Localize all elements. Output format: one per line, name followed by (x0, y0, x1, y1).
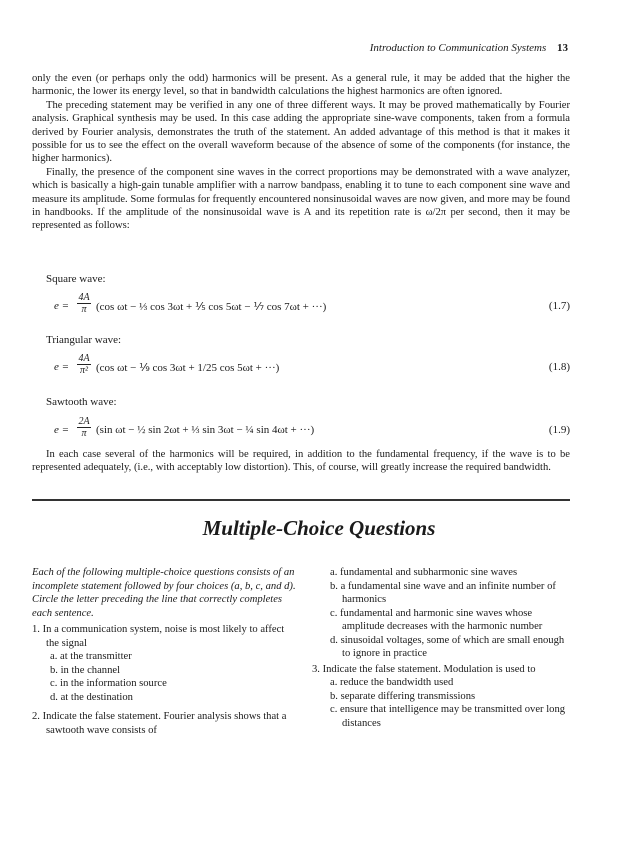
mcq-left-column (32, 566, 298, 737)
question-2-option-d[interactable]: d. sinusoidal voltages, some of which are small enough to ignore in practice (330, 634, 565, 659)
question-3-option-c[interactable]: c. ensure that intelligence may be transmitted over long distances (330, 704, 566, 729)
mcq-instructions: Each of the following multiple-choice questions consists of an incomplete statement followed by four choices (a, b, c, and d). Circle the letter preceding the line that correctly completes each sentence. (32, 567, 296, 619)
equation-terms: (cos ωt − ⅓ cos 3ωt + ⅕ cos 5ωt − ⅐ cos 7ωt + ···) (96, 301, 327, 313)
question-3: 3. Indicate the false statement. Modulation is used to (312, 663, 536, 675)
question-3-option-a[interactable]: a. reduce the bandwidth used (330, 677, 454, 688)
question-1-option-c[interactable]: c. in the information source (50, 678, 167, 689)
paragraph-preceding: The preceding statement may be verified in any one of three different ways. It may be proved mathematically by Fourier analysis. Graphical synthesis may be used. In this case adding the appropriate sine-wave components, taken from a formula derived by Fourier analysis, demonstrates the truth of the statement. An added advantage of this method is that it makes it possible for us to see the effect on the overall waveform because of the absence of some of the components (for instance, the higher harmonics). (32, 99, 570, 165)
equation-number: (1.8) (548, 361, 570, 373)
question-2: 2. Indicate the false statement. Fourier analysis shows that a sawtooth wave consists of (32, 711, 287, 736)
fraction-numerator: 2A (78, 416, 90, 427)
page-number: 13 (557, 42, 568, 54)
section-title: Multiple-Choice Questions (202, 516, 436, 540)
section-divider (32, 499, 570, 501)
sawtooth-wave-label: Sawtooth wave: (46, 396, 117, 408)
question-1-option-a[interactable]: a. at the transmitter (50, 651, 132, 662)
equation-fraction (76, 292, 92, 315)
equation-fraction (76, 353, 92, 376)
fraction-denominator: π² (79, 365, 88, 376)
triangular-wave-label: Triangular wave: (46, 334, 122, 346)
header-title: Introduction to Communication Systems (369, 42, 547, 54)
equation-terms: (cos ωt − ⅑ cos 3ωt + 1/25 cos 5ωt + ···) (96, 362, 280, 374)
question-2-option-b[interactable]: b. a fundamental sine wave and an infinite number of harmonics (330, 580, 556, 605)
paragraph-continued: only the even (or perhaps only the odd) harmonics will be present. As a general rule, it may be added that the higher the harmonic, the lower its energy level, so that in bandwidth calculations the highest harmonics are often ignored. (32, 73, 570, 98)
fraction-denominator: π (81, 304, 87, 315)
equation-triangular-wave (54, 353, 570, 379)
equation-square-wave (54, 292, 570, 318)
conclusion-text (32, 448, 570, 475)
equation-terms: (sin ωt − ½ sin 2ωt + ⅓ sin 3ωt − ¼ sin 4ωt + ···) (96, 424, 315, 436)
fraction-numerator: 4A (78, 292, 90, 303)
question-3-option-b[interactable]: b. separate differing transmissions (330, 690, 476, 702)
question-2-option-c[interactable]: c. fundamental and harmonic sine waves whose amplitude decreases with the harmonic number (330, 607, 543, 632)
equation-fraction (76, 416, 92, 439)
equation-number: (1.7) (548, 300, 570, 312)
fraction-numerator: 4A (78, 353, 90, 364)
paragraph-conclusion: In each case several of the harmonics will be required, in addition to the fundamental frequency, if the wave is to be represented adequately, (i.e., with acceptably low distortion). This, of course, will greatly increase the required bandwidth. (32, 449, 570, 474)
question-1-option-b[interactable]: b. in the channel (50, 664, 121, 676)
equation-sawtooth-wave (54, 416, 570, 442)
equation-lhs: e = (54, 424, 70, 436)
square-wave-label: Square wave: (46, 273, 106, 285)
question-1: 1. In a communication system, noise is most likely to affect the signal (32, 624, 285, 649)
question-1-option-d[interactable]: d. at the destination (50, 691, 133, 703)
fraction-denominator: π (81, 428, 87, 439)
running-header (370, 42, 568, 54)
question-2-option-a[interactable]: a. fundamental and subharmonic sine waves (330, 567, 518, 578)
paragraph-finally: Finally, the presence of the component sine waves in the correct proportions may be demonstrated with a wave analyzer, which is basically a high-gain tunable amplifier with a narrow bandpass, enabling it to tune to each component sine wave and measure its amplitude. Some formulas for frequently encountered nonsinusoidal waves are now given, and more may be found in handbooks. If the amplitude of the nonsinusoidal wave is A and its repetition rate is ω/2π per second, then it may be represented as follows: (32, 166, 570, 232)
equation-number: (1.9) (548, 424, 570, 436)
equation-lhs: e = (54, 300, 70, 312)
equation-lhs: e = (54, 361, 70, 373)
body-text (32, 72, 570, 233)
mcq-right-column (312, 566, 570, 730)
